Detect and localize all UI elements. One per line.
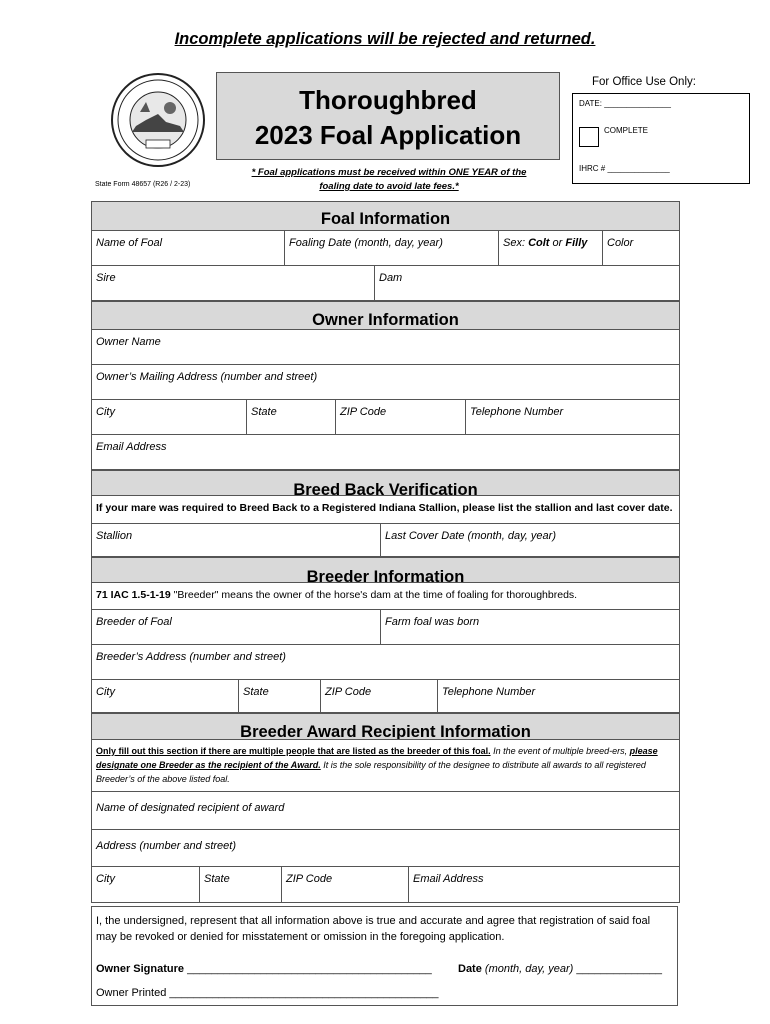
breeder-row-city: [92, 680, 679, 713]
owner-printed-field[interactable]: [96, 987, 439, 999]
state-form-number: State Form 48657 (R26 / 2-23): [95, 181, 191, 188]
breeder-row-1: [92, 610, 679, 645]
note-line-1: * Foal applications must be received within ONE YEAR of the: [251, 167, 527, 178]
owner-signature-label: Owner Signature: [96, 963, 185, 975]
signature-date-label: Date: [458, 963, 482, 975]
foaling-date-field[interactable]: Foaling Date (month, day, year): [284, 231, 498, 265]
owner-zip-field[interactable]: ZIP Code: [335, 400, 465, 434]
owner-name-field[interactable]: Owner Name: [96, 336, 161, 348]
application-form: [91, 201, 680, 903]
rule-text: "Breeder" means the owner of the horse's dam at the time of foaling for thoroughbreds.: [170, 589, 578, 601]
breed-back-heading: Breed Back Verification: [92, 470, 679, 496]
award-row-recipient: [92, 792, 679, 830]
indiana-state-seal: [110, 72, 206, 168]
title-line-2: 2023 Foal Application: [254, 120, 522, 150]
award-recipient-field[interactable]: Name of designated recipient of award: [96, 802, 285, 814]
owner-printed-label: Owner Printed: [96, 987, 167, 999]
late-fee-note: [236, 166, 542, 194]
owner-info-heading: Owner Information: [92, 301, 679, 330]
award-row-address: [92, 830, 679, 867]
incomplete-warning: Incomplete applications will be rejected and returned.: [174, 30, 596, 48]
sex-colt: Colt: [528, 237, 550, 249]
foal-row-2: [92, 266, 679, 301]
signature-date-line: ______________: [573, 963, 663, 975]
breeder-city-field[interactable]: City: [96, 686, 115, 698]
signature-section: [91, 906, 678, 1006]
owner-signature-line: ________________________________________: [184, 963, 432, 975]
breeder-address-field[interactable]: Breeder’s Address (number and street): [96, 651, 286, 663]
breeder-definition: [92, 583, 679, 610]
breeder-row-address: [92, 645, 679, 680]
breeder-of-foal-field[interactable]: Breeder of Foal: [96, 616, 172, 628]
sex-label: Sex:: [503, 237, 529, 249]
color-field[interactable]: Color: [602, 231, 679, 265]
sire-field[interactable]: Sire: [96, 272, 116, 284]
last-cover-date-field[interactable]: Last Cover Date (month, day, year): [380, 524, 679, 556]
owner-row-email: [92, 435, 679, 470]
breeder-info-heading: Breeder Information: [92, 557, 679, 583]
foal-info-heading: Foal Information: [92, 202, 679, 231]
breed-back-instruction: If your mare was required to Breed Back to a Registered Indiana Stallion, please list the stallion and last cover date.: [92, 496, 679, 524]
office-use-label: For Office Use Only:: [592, 76, 696, 88]
farm-foal-born-field[interactable]: Farm foal was born: [380, 610, 679, 644]
sex-or: or: [549, 237, 566, 249]
complete-label: COMPLETE: [604, 126, 649, 135]
breeder-state-field[interactable]: State: [238, 680, 320, 712]
owner-printed-line: ____________________________________________: [166, 987, 439, 999]
owner-signature-field[interactable]: [96, 963, 432, 975]
owner-city-field[interactable]: City: [96, 406, 115, 418]
ihrc-field: IHRC # ______________: [579, 164, 670, 173]
award-instruction: [92, 740, 679, 792]
owner-state-field[interactable]: State: [246, 400, 335, 434]
breed-back-row: [92, 524, 679, 557]
office-use-box: [572, 93, 750, 184]
owner-address-field[interactable]: Owner’s Mailing Address (number and street): [96, 371, 318, 383]
signature-date-hint: (month, day, year): [481, 963, 574, 975]
breeder-zip-field[interactable]: ZIP Code: [320, 680, 437, 712]
title-box: [216, 72, 560, 160]
breeder-phone-field[interactable]: Telephone Number: [437, 680, 679, 712]
sex-field[interactable]: [498, 231, 602, 265]
name-of-foal-field[interactable]: Name of Foal: [96, 237, 163, 249]
sex-filly: Filly: [565, 237, 588, 249]
owner-phone-field[interactable]: Telephone Number: [465, 400, 679, 434]
attestation-statement: I, the undersigned, represent that all information above is true and accurate and agree that registration of said foal may be revoked or denied for misstatement or omission in the foregoing application.: [96, 915, 651, 943]
stallion-field[interactable]: Stallion: [96, 530, 133, 542]
owner-email-field[interactable]: Email Address: [96, 441, 167, 453]
award-instruction-text-a: In the event of multiple breed-ers,: [490, 746, 630, 756]
award-email-field[interactable]: Email Address: [408, 867, 679, 902]
owner-row-name: [92, 330, 679, 365]
award-row-city: [92, 867, 679, 902]
signature-date-field[interactable]: [458, 963, 662, 975]
owner-row-address: [92, 365, 679, 400]
award-city-field[interactable]: City: [96, 873, 115, 885]
award-state-field[interactable]: State: [199, 867, 281, 902]
office-date-field: DATE: _______________: [579, 99, 671, 108]
foal-row-1: [92, 231, 679, 266]
award-instruction-bold: Only fill out this section if there are multiple people that are listed as the breeder of this foal.: [96, 746, 491, 756]
award-instruction-bold-2: please designate one Breeder as the recipient of the Award.: [96, 746, 658, 770]
note-line-2: foaling date to avoid late fees.*: [319, 181, 459, 192]
award-recipient-heading: Breeder Award Recipient Information: [92, 713, 679, 740]
rule-reference: 71 IAC 1.5-1-19: [96, 589, 171, 601]
owner-row-city: [92, 400, 679, 435]
title-line-1: Thoroughbred: [299, 85, 477, 115]
complete-checkbox[interactable]: [579, 127, 599, 147]
award-zip-field[interactable]: ZIP Code: [281, 867, 408, 902]
award-instruction-text-b: It is the sole responsibility of the designee to distribute all awards to all registered Breeder’s of the above listed foal.: [96, 760, 646, 784]
award-address-field[interactable]: Address (number and street): [96, 840, 237, 852]
dam-field[interactable]: Dam: [374, 266, 679, 300]
